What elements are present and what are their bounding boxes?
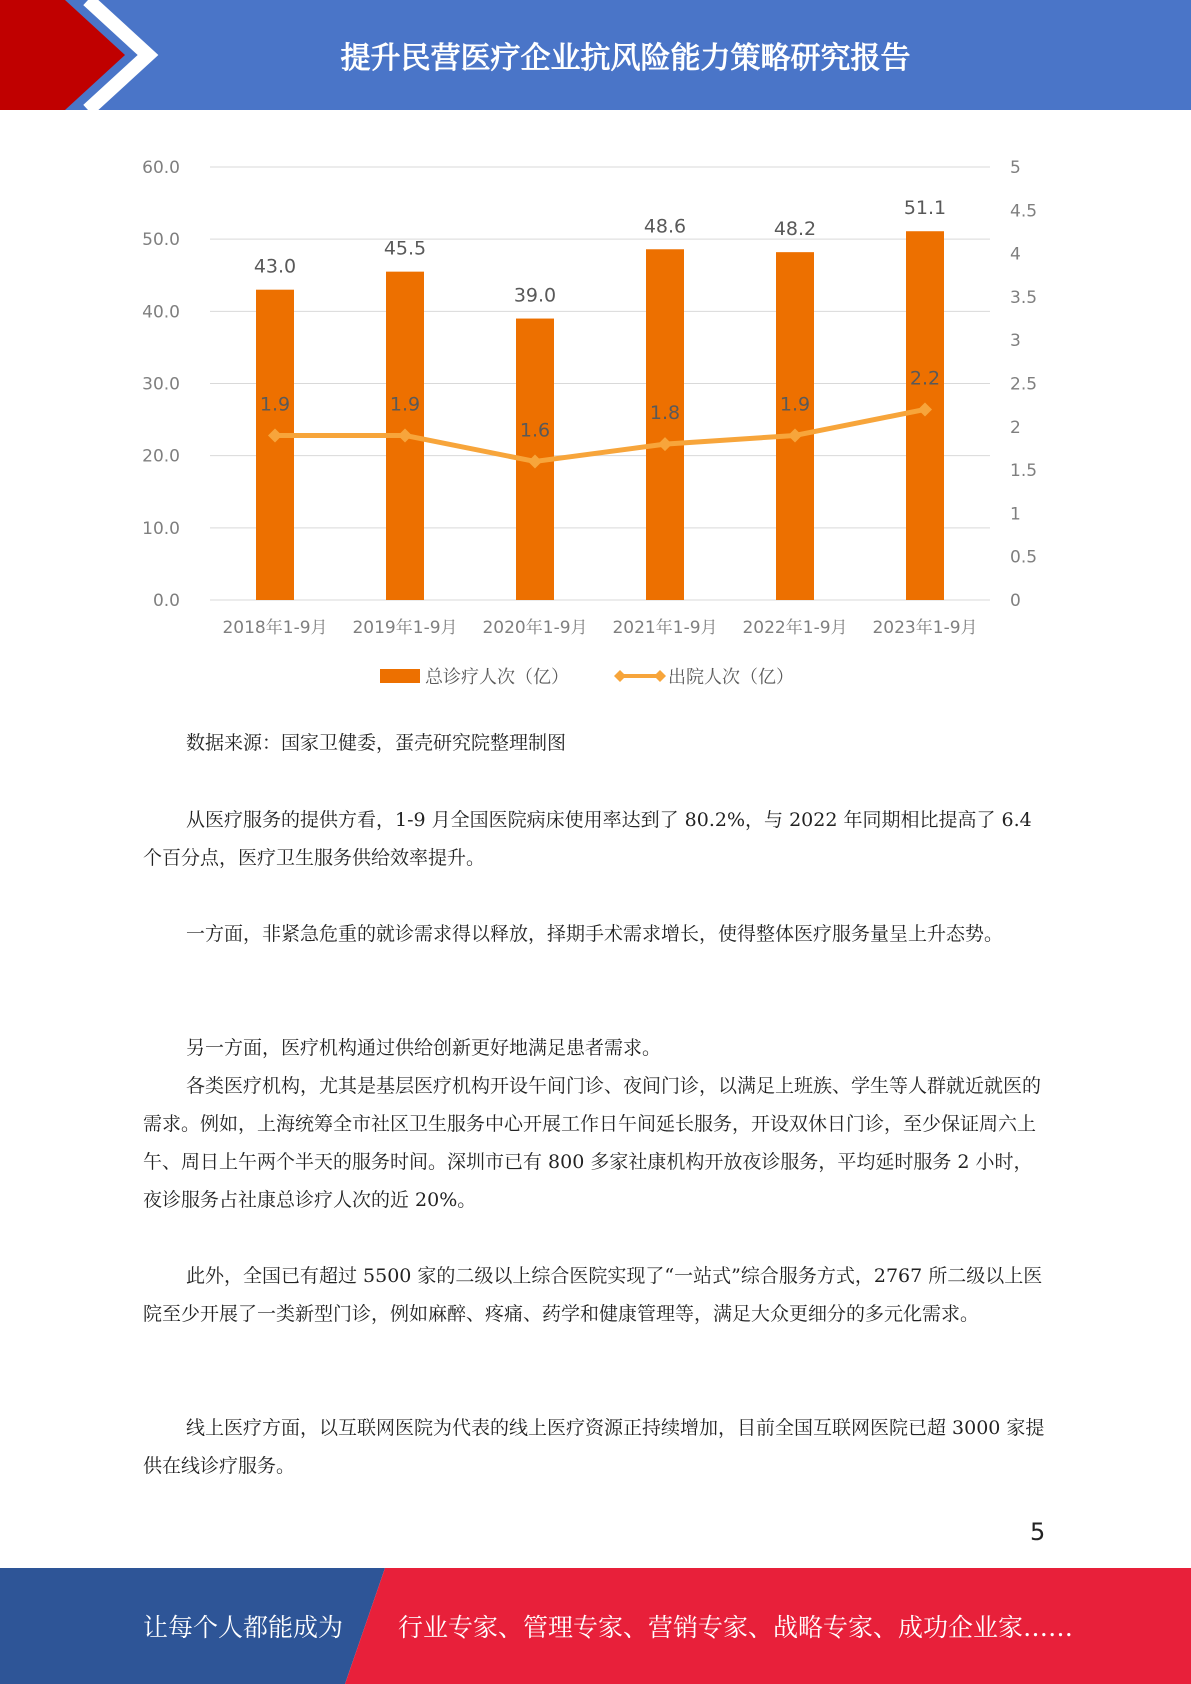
paragraph-extended-hours: 各类医疗机构，尤其是基层医疗机构开设午间门诊、夜间门诊，以满足上班族、学生等人群就近就医的需求。例如，上海统筹全市社区卫生服务中心开展工作日午间延长服务，开设双休日门诊，至少保证周六上午、周日上午两个半天的服务时间。深圳市已有 800 多家社康机构开放夜诊服务，平均延时服务 2 小时，夜诊服务占社康总诊疗人次的近 20%。 — [143, 1075, 1042, 1211]
left-tick-label: 60.0 — [142, 158, 180, 178]
bar — [256, 290, 294, 600]
bar-value-label: 48.2 — [773, 218, 817, 241]
right-axis-ticks — [1010, 158, 1037, 611]
chart-container — [130, 140, 1050, 700]
page-header — [0, 0, 1191, 110]
data-source-note: 数据来源：国家卫健委，蛋壳研究院整理制图 — [186, 732, 567, 754]
x-category-label: 2019年1-9月 — [352, 618, 458, 638]
page-number: 5 — [1030, 1518, 1046, 1546]
report-title: 提升民营医疗企业抗风险能力策略研究报告 — [340, 41, 911, 76]
bar-value-label: 51.1 — [903, 197, 947, 220]
legend-line-marker — [654, 670, 666, 682]
bar-value-label: 39.0 — [513, 284, 557, 307]
line-value-label: 1.9 — [259, 393, 291, 416]
right-tick-label: 3 — [1010, 331, 1021, 352]
right-tick-label: 2.5 — [1010, 374, 1038, 395]
line-value-label: 1.9 — [779, 393, 811, 416]
left-tick-label: 10.0 — [142, 518, 180, 539]
left-tick-label: 50.0 — [142, 230, 180, 251]
x-category-label: 2020年1-9月 — [482, 618, 588, 638]
x-category-label: 2018年1-9月 — [222, 618, 328, 638]
paragraph-supply-innovation: 另一方面，医疗机构通过供给创新更好地满足患者需求。 — [186, 1037, 662, 1059]
gridlines — [210, 167, 990, 600]
bar-series — [253, 231, 944, 600]
legend-line-label: 出院人次（亿） — [668, 667, 794, 688]
left-tick-label: 40.0 — [142, 302, 180, 323]
paragraph-bed-usage: 从医疗服务的提供方看，1-9 月全国医院病床使用率达到了 80.2%，与 2022 年同期相比提高了 6.4 个百分点，医疗卫生服务供给效率提升。 — [143, 809, 1032, 869]
left-tick-label: 20.0 — [142, 446, 180, 467]
chart-legend — [380, 667, 794, 688]
x-axis-labels — [222, 617, 977, 638]
right-tick-label: 5 — [1010, 158, 1021, 178]
line-value-label: 1.9 — [389, 393, 421, 416]
line-value-label: 1.6 — [519, 419, 551, 442]
footer-slogan-left: 让每个人都能成为 — [143, 1613, 344, 1642]
legend-line-marker — [614, 670, 626, 682]
bar — [646, 249, 684, 600]
legend-bar-swatch — [380, 669, 420, 683]
line-series — [268, 402, 932, 468]
bar — [776, 252, 814, 600]
page-footer — [0, 1568, 1191, 1684]
right-tick-label: 3.5 — [1010, 287, 1038, 308]
paragraph-online-medical: 线上医疗方面，以互联网医院为代表的线上医疗资源正持续增加，目前全国互联网医院已超 3000 家提供在线诊疗服务。 — [143, 1417, 1045, 1477]
right-tick-label: 2 — [1010, 417, 1021, 438]
left-tick-label: 0.0 — [152, 591, 180, 611]
bar-value-label: 43.0 — [253, 255, 297, 278]
right-tick-label: 0 — [1010, 591, 1021, 611]
header-arrow-decoration — [0, 0, 160, 110]
x-category-label: 2022年1-9月 — [742, 618, 848, 638]
x-category-label: 2023年1-9月 — [872, 618, 978, 638]
right-tick-label: 0.5 — [1010, 547, 1038, 568]
right-tick-label: 4 — [1010, 244, 1021, 265]
right-tick-label: 4.5 — [1010, 201, 1038, 222]
line-path — [275, 409, 925, 461]
bar-data-labels — [254, 197, 946, 306]
left-axis-ticks — [142, 158, 180, 611]
bar-value-label: 48.6 — [643, 215, 687, 238]
bar-value-label: 45.5 — [383, 237, 427, 260]
paragraph-one-stop-service: 此外，全国已有超过 5500 家的二级以上综合医院实现了“一站式”综合服务方式，2767 所二级以上医院至少开展了一类新型门诊，例如麻醉、疼痛、药学和健康管理等，满足大众更细分的多元化需求。 — [143, 1265, 1043, 1325]
right-tick-label: 1 — [1010, 504, 1021, 525]
x-category-label: 2021年1-9月 — [612, 618, 718, 638]
line-value-label: 1.8 — [649, 402, 681, 425]
paragraph-demand-release: 一方面，非紧急危重的就诊需求得以释放，择期手术需求增长，使得整体医疗服务量呈上升态势。 — [186, 923, 1004, 945]
line-value-label: 2.2 — [909, 367, 941, 390]
line-data-labels — [260, 367, 940, 441]
right-tick-label: 1.5 — [1010, 461, 1038, 482]
left-tick-label: 30.0 — [142, 374, 180, 395]
footer-slogan-right: 行业专家、管理专家、营销专家、战略专家、成功企业家…… — [398, 1613, 1074, 1642]
legend-bar-label: 总诊疗人次（亿） — [425, 667, 569, 688]
combo-chart — [130, 140, 1050, 700]
